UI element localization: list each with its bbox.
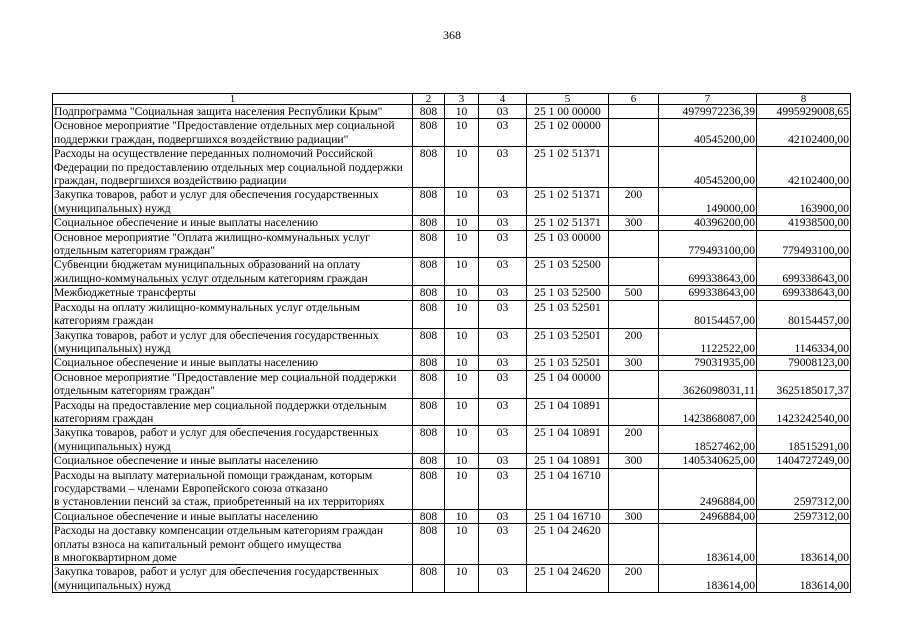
table-row xyxy=(53,258,851,286)
cell-col-3: 10 xyxy=(445,509,479,523)
cell-col-6: 200 xyxy=(609,328,659,356)
cell-col-3: 10 xyxy=(445,258,479,286)
cell-col-5: 25 1 02 51371 xyxy=(527,216,609,230)
cell-col-6: 300 xyxy=(609,509,659,523)
cell-col-8: 80154457,00 xyxy=(757,300,851,328)
cell-col-2: 808 xyxy=(413,230,445,258)
cell-col-4: 03 xyxy=(479,426,527,454)
cell-col-4: 03 xyxy=(479,119,527,147)
cell-col-4: 03 xyxy=(479,230,527,258)
cell-col-8: 183614,00 xyxy=(757,565,851,593)
cell-col-4: 03 xyxy=(479,328,527,356)
cell-col-8: 779493100,00 xyxy=(757,230,851,258)
cell-col-7: 2496884,00 xyxy=(659,468,757,509)
cell-col-8: 41938500,00 xyxy=(757,216,851,230)
cell-col-7: 2496884,00 xyxy=(659,509,757,523)
cell-col-3: 10 xyxy=(445,328,479,356)
cell-col-4: 03 xyxy=(479,565,527,593)
cell-col-2: 808 xyxy=(413,468,445,509)
cell-col-8: 699338643,00 xyxy=(757,286,851,300)
cell-col-5: 25 1 04 10891 xyxy=(527,398,609,426)
cell-col-2: 808 xyxy=(413,105,445,119)
cell-col-3: 10 xyxy=(445,524,479,565)
cell-col-6 xyxy=(609,147,659,188)
cell-col-2: 808 xyxy=(413,119,445,147)
cell-col-5: 25 1 04 10891 xyxy=(527,454,609,468)
table-row xyxy=(53,468,851,509)
cell-col-4: 03 xyxy=(479,509,527,523)
cell-col-7: 40545200,00 xyxy=(659,147,757,188)
table-row xyxy=(53,328,851,356)
cell-col-8: 4995929008,65 xyxy=(757,105,851,119)
cell-col-3: 10 xyxy=(445,370,479,398)
cell-col-2: 808 xyxy=(413,356,445,370)
row-text: Межбюджетные трансферты xyxy=(53,286,413,300)
header-cell-7: 7 xyxy=(659,94,757,105)
cell-col-6: 300 xyxy=(609,216,659,230)
cell-col-7: 40545200,00 xyxy=(659,119,757,147)
cell-col-6 xyxy=(609,524,659,565)
cell-col-2: 808 xyxy=(413,370,445,398)
cell-col-3: 10 xyxy=(445,300,479,328)
cell-col-6 xyxy=(609,258,659,286)
cell-col-6: 500 xyxy=(609,286,659,300)
cell-col-4: 03 xyxy=(479,188,527,216)
cell-col-4: 03 xyxy=(479,147,527,188)
table-row xyxy=(53,454,851,468)
cell-col-6: 200 xyxy=(609,188,659,216)
cell-col-4: 03 xyxy=(479,370,527,398)
cell-col-7: 80154457,00 xyxy=(659,300,757,328)
cell-col-2: 808 xyxy=(413,454,445,468)
cell-col-5: 25 1 04 16710 xyxy=(527,509,609,523)
cell-col-5: 25 1 02 00000 xyxy=(527,119,609,147)
row-text: Социальное обеспечение и иные выплаты населению xyxy=(53,509,413,523)
table-row xyxy=(53,356,851,370)
row-text: Социальное обеспечение и иные выплаты населению xyxy=(53,454,413,468)
table-row xyxy=(53,286,851,300)
cell-col-3: 10 xyxy=(445,356,479,370)
cell-col-4: 03 xyxy=(479,286,527,300)
cell-col-4: 03 xyxy=(479,105,527,119)
header-cell-1: 1 xyxy=(53,94,413,105)
cell-col-7: 1405340625,00 xyxy=(659,454,757,468)
cell-col-5: 25 1 00 00000 xyxy=(527,105,609,119)
table-row xyxy=(53,509,851,523)
row-text: Социальное обеспечение и иные выплаты населению xyxy=(53,356,413,370)
cell-col-8: 18515291,00 xyxy=(757,426,851,454)
cell-col-8: 2597312,00 xyxy=(757,509,851,523)
page-number: 368 xyxy=(443,28,461,42)
header-cell-5: 5 xyxy=(527,94,609,105)
cell-col-3: 10 xyxy=(445,230,479,258)
cell-col-4: 03 xyxy=(479,258,527,286)
row-text: Субвенции бюджетам муниципальных образований на оплату жилищно-коммунальных услуг отдельным категориям граждан xyxy=(53,258,413,286)
cell-col-4: 03 xyxy=(479,356,527,370)
cell-col-6 xyxy=(609,105,659,119)
cell-col-6: 300 xyxy=(609,454,659,468)
cell-col-5: 25 1 02 51371 xyxy=(527,188,609,216)
table-row xyxy=(53,188,851,216)
cell-col-2: 808 xyxy=(413,216,445,230)
cell-col-6 xyxy=(609,230,659,258)
cell-col-4: 03 xyxy=(479,524,527,565)
cell-col-2: 808 xyxy=(413,398,445,426)
table-row xyxy=(53,105,851,119)
table-row xyxy=(53,216,851,230)
cell-col-6 xyxy=(609,398,659,426)
cell-col-5: 25 1 02 51371 xyxy=(527,147,609,188)
cell-col-7: 3626098031,11 xyxy=(659,370,757,398)
cell-col-8: 183614,00 xyxy=(757,524,851,565)
cell-col-7: 149000,00 xyxy=(659,188,757,216)
table-header-row xyxy=(53,94,851,105)
row-text: Расходы на выплату материальной помощи гражданам, которым государствами – членами Европейского союза отказано в установлении пенсий за стаж, приобретенный на их территориях xyxy=(53,468,413,509)
cell-col-2: 808 xyxy=(413,509,445,523)
cell-col-4: 03 xyxy=(479,454,527,468)
row-text: Расходы на осуществление переданных полномочий Российской Федерации по предоставлению отдельных мер социальной поддержки граждан, подвергшихся воздействию радиации xyxy=(53,147,413,188)
cell-col-3: 10 xyxy=(445,188,479,216)
cell-col-8: 1404727249,00 xyxy=(757,454,851,468)
cell-col-8: 1423242540,00 xyxy=(757,398,851,426)
cell-col-5: 25 1 03 52501 xyxy=(527,328,609,356)
cell-col-5: 25 1 04 24620 xyxy=(527,565,609,593)
table-row xyxy=(53,230,851,258)
cell-col-6 xyxy=(609,468,659,509)
cell-col-7: 699338643,00 xyxy=(659,258,757,286)
cell-col-8: 163900,00 xyxy=(757,188,851,216)
cell-col-7: 1423868087,00 xyxy=(659,398,757,426)
cell-col-3: 10 xyxy=(445,216,479,230)
table-row xyxy=(53,119,851,147)
cell-col-3: 10 xyxy=(445,105,479,119)
cell-col-6 xyxy=(609,119,659,147)
cell-col-4: 03 xyxy=(479,398,527,426)
table-row xyxy=(53,565,851,593)
cell-col-7: 1122522,00 xyxy=(659,328,757,356)
row-text: Расходы на оплату жилищно-коммунальных услуг отдельным категориям граждан xyxy=(53,300,413,328)
row-text: Подпрограмма "Социальная защита населения Республики Крым" xyxy=(53,105,413,119)
cell-col-2: 808 xyxy=(413,300,445,328)
cell-col-7: 699338643,00 xyxy=(659,286,757,300)
cell-col-4: 03 xyxy=(479,468,527,509)
cell-col-2: 808 xyxy=(413,258,445,286)
cell-col-2: 808 xyxy=(413,188,445,216)
cell-col-3: 10 xyxy=(445,426,479,454)
cell-col-5: 25 1 03 52501 xyxy=(527,300,609,328)
cell-col-5: 25 1 04 10891 xyxy=(527,426,609,454)
cell-col-7: 79031935,00 xyxy=(659,356,757,370)
cell-col-6 xyxy=(609,300,659,328)
table-row xyxy=(53,426,851,454)
table-row xyxy=(53,398,851,426)
row-text: Основное мероприятие "Оплата жилищно-коммунальных услуг отдельным категориям граждан" xyxy=(53,230,413,258)
row-text: Основное мероприятие "Предоставление мер социальной поддержки отдельным категориям граждан" xyxy=(53,370,413,398)
row-text: Закупка товаров, работ и услуг для обеспечения государственных (муниципальных) нужд xyxy=(53,426,413,454)
cell-col-8: 3625185017,37 xyxy=(757,370,851,398)
cell-col-7: 183614,00 xyxy=(659,524,757,565)
cell-col-2: 808 xyxy=(413,328,445,356)
cell-col-5: 25 1 03 52500 xyxy=(527,258,609,286)
budget-table xyxy=(52,93,851,593)
cell-col-8: 42102400,00 xyxy=(757,147,851,188)
cell-col-8: 79008123,00 xyxy=(757,356,851,370)
row-text: Расходы на предоставление мер социальной поддержки отдельным категориям граждан xyxy=(53,398,413,426)
header-cell-4: 4 xyxy=(479,94,527,105)
cell-col-7: 779493100,00 xyxy=(659,230,757,258)
header-cell-3: 3 xyxy=(445,94,479,105)
cell-col-4: 03 xyxy=(479,216,527,230)
cell-col-3: 10 xyxy=(445,147,479,188)
row-text: Закупка товаров, работ и услуг для обеспечения государственных (муниципальных) нужд xyxy=(53,565,413,593)
table-row xyxy=(53,147,851,188)
cell-col-7: 183614,00 xyxy=(659,565,757,593)
cell-col-5: 25 1 04 00000 xyxy=(527,370,609,398)
cell-col-4: 03 xyxy=(479,300,527,328)
cell-col-5: 25 1 03 00000 xyxy=(527,230,609,258)
cell-col-8: 1146334,00 xyxy=(757,328,851,356)
cell-col-8: 2597312,00 xyxy=(757,468,851,509)
header-cell-2: 2 xyxy=(413,94,445,105)
cell-col-3: 10 xyxy=(445,565,479,593)
cell-col-2: 808 xyxy=(413,286,445,300)
cell-col-2: 808 xyxy=(413,147,445,188)
table-row xyxy=(53,300,851,328)
cell-col-8: 699338643,00 xyxy=(757,258,851,286)
cell-col-6: 300 xyxy=(609,356,659,370)
row-text: Расходы на доставку компенсации отдельным категориям граждан оплаты взноса на капитальный ремонт общего имущества в многоквартирном доме xyxy=(53,524,413,565)
cell-col-8: 42102400,00 xyxy=(757,119,851,147)
cell-col-2: 808 xyxy=(413,426,445,454)
cell-col-7: 4979972236,39 xyxy=(659,105,757,119)
table-row xyxy=(53,524,851,565)
cell-col-3: 10 xyxy=(445,454,479,468)
cell-col-5: 25 1 04 16710 xyxy=(527,468,609,509)
row-text: Закупка товаров, работ и услуг для обеспечения государственных (муниципальных) нужд xyxy=(53,328,413,356)
cell-col-6: 200 xyxy=(609,426,659,454)
cell-col-2: 808 xyxy=(413,565,445,593)
header-cell-8: 8 xyxy=(757,94,851,105)
row-text: Основное мероприятие "Предоставление отдельных мер социальной поддержки граждан, подвергшихся воздействию радиации" xyxy=(53,119,413,147)
cell-col-3: 10 xyxy=(445,119,479,147)
header-cell-6: 6 xyxy=(609,94,659,105)
cell-col-6 xyxy=(609,370,659,398)
cell-col-3: 10 xyxy=(445,468,479,509)
cell-col-5: 25 1 03 52500 xyxy=(527,286,609,300)
cell-col-5: 25 1 04 24620 xyxy=(527,524,609,565)
cell-col-5: 25 1 03 52501 xyxy=(527,356,609,370)
table-row xyxy=(53,370,851,398)
row-text: Закупка товаров, работ и услуг для обеспечения государственных (муниципальных) нужд xyxy=(53,188,413,216)
cell-col-7: 40396200,00 xyxy=(659,216,757,230)
cell-col-3: 10 xyxy=(445,398,479,426)
cell-col-6: 200 xyxy=(609,565,659,593)
cell-col-7: 18527462,00 xyxy=(659,426,757,454)
cell-col-3: 10 xyxy=(445,286,479,300)
row-text: Социальное обеспечение и иные выплаты населению xyxy=(53,216,413,230)
cell-col-2: 808 xyxy=(413,524,445,565)
